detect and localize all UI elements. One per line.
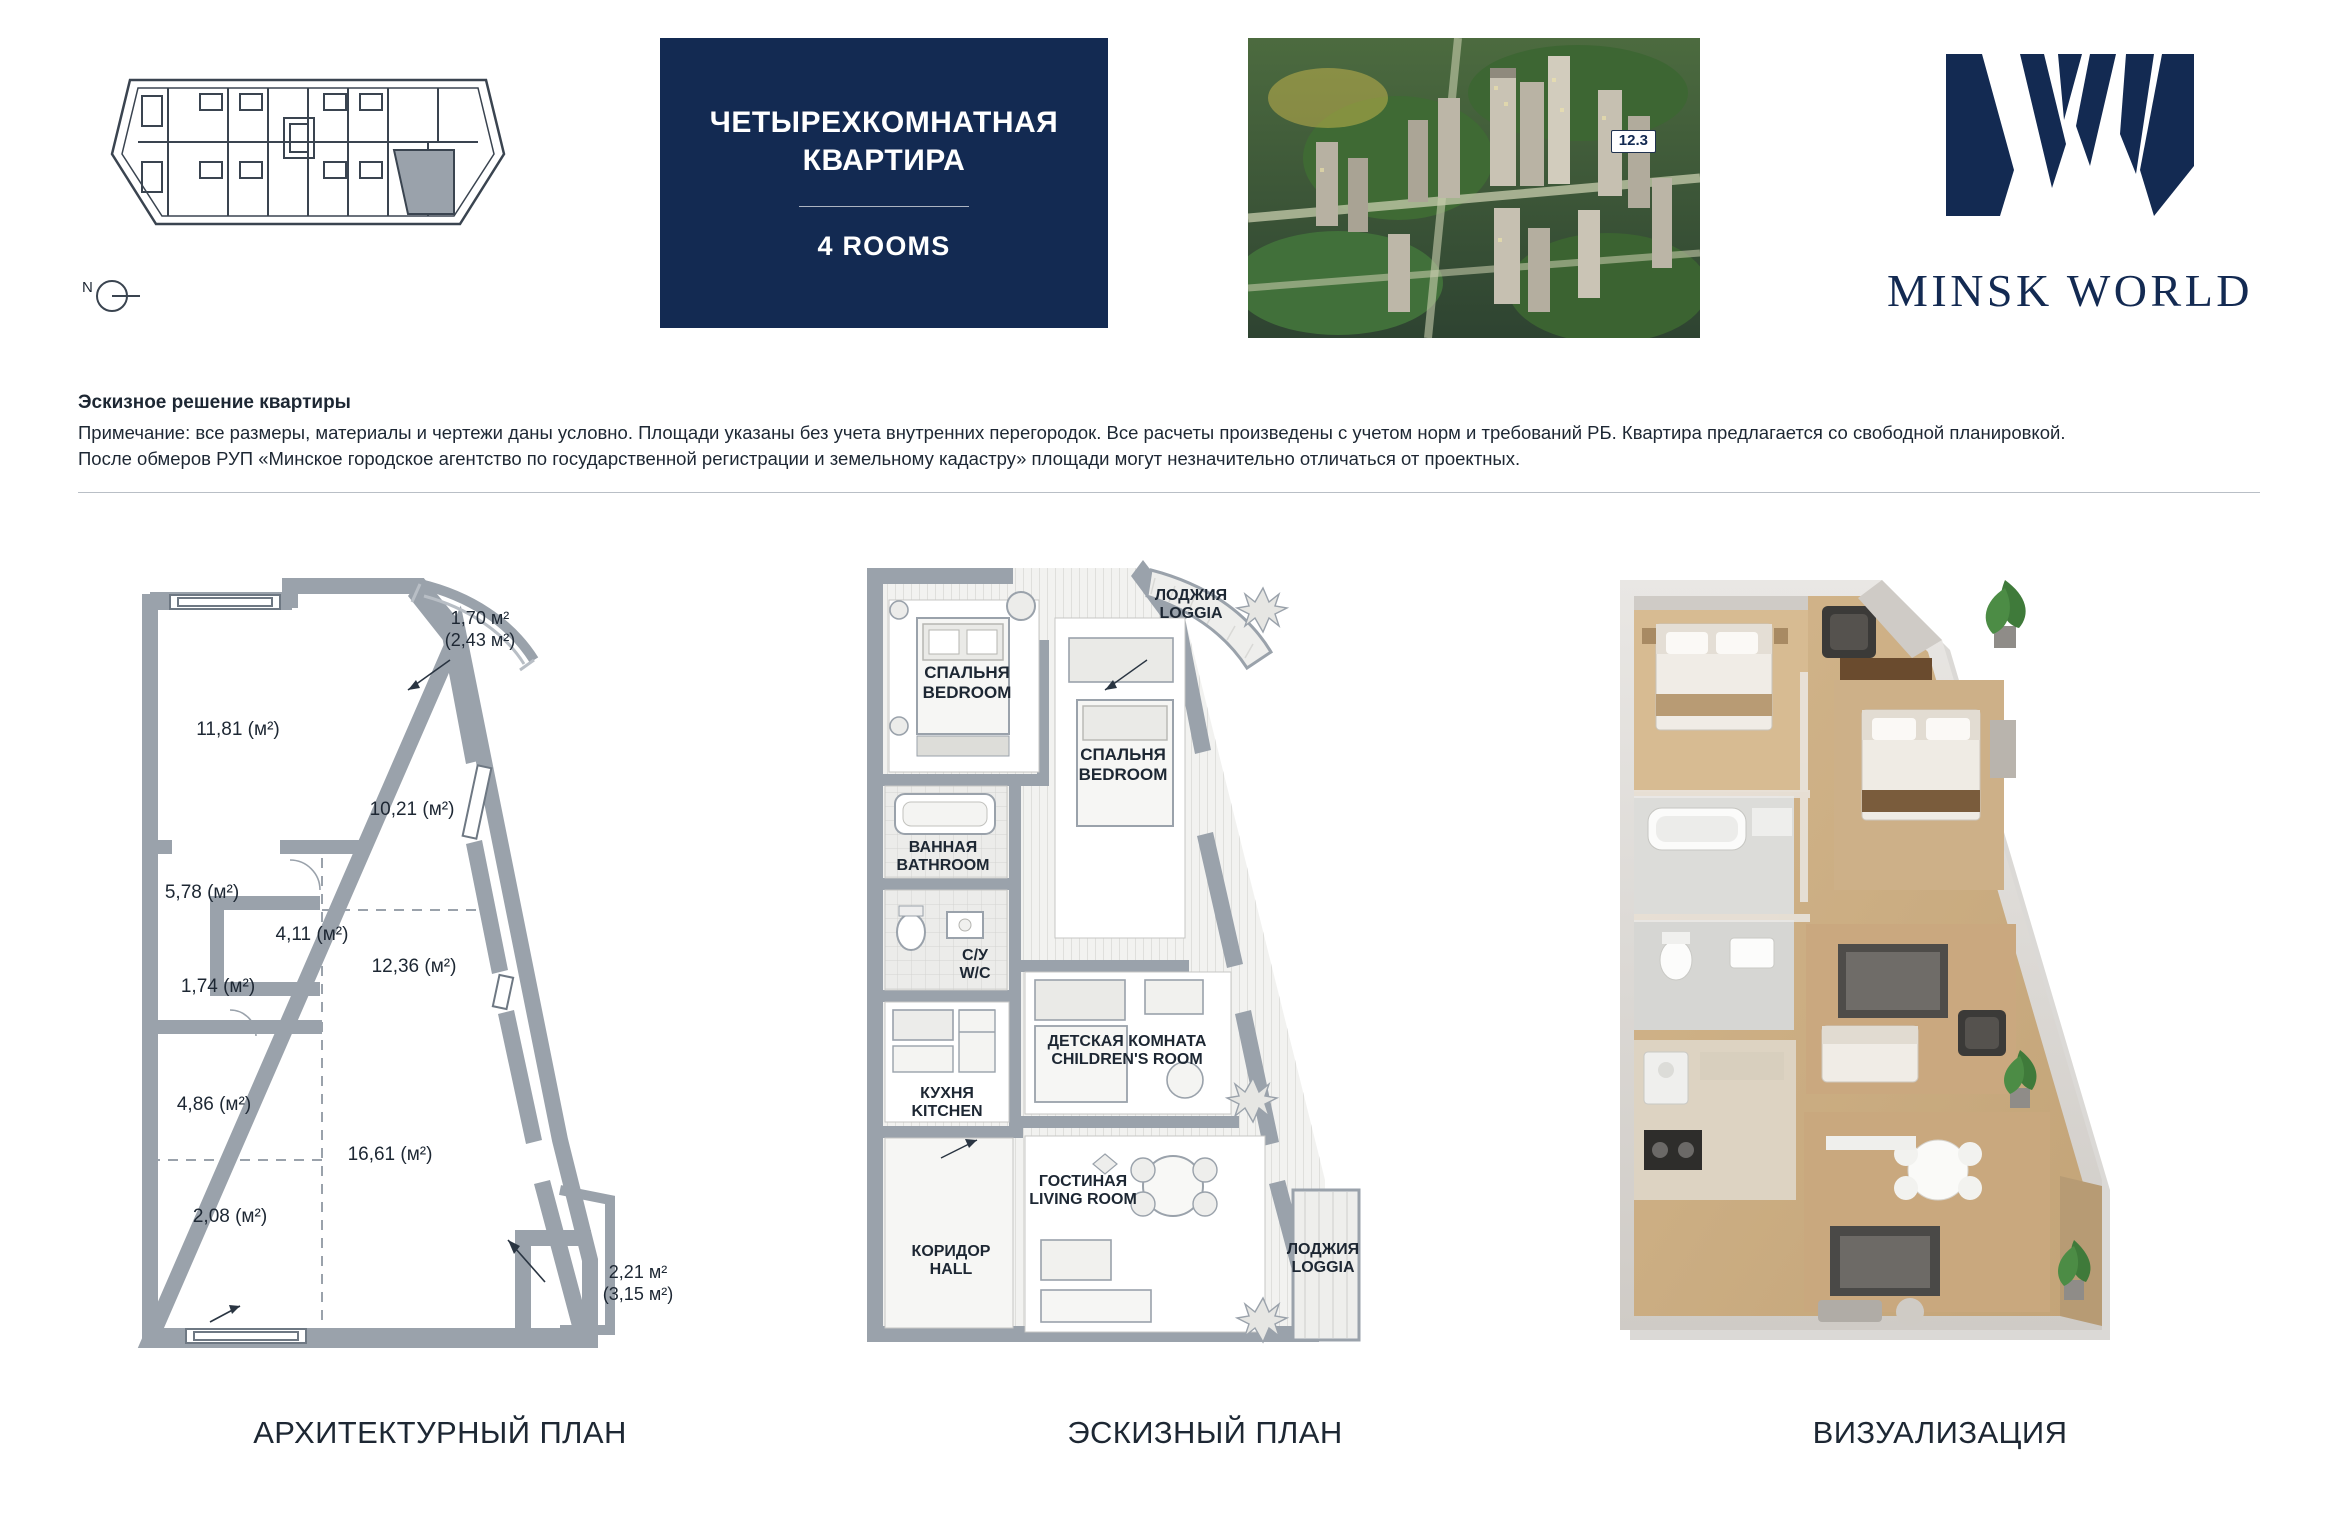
title-ru-line2: КВАРТИРА <box>802 144 966 177</box>
title-en: 4 ROOMS <box>817 230 951 261</box>
caption-visualization: ВИЗУАЛИЗАЦИЯ <box>1812 1415 2068 1450</box>
room-label-ru: КУХНЯ <box>920 1085 974 1102</box>
room-label-en: BEDROOM <box>922 683 1012 702</box>
caption-architectural: АРХИТЕКТУРНЫЙ ПЛАН <box>253 1415 627 1450</box>
balcony-bottom-area-1: 2,21 м² <box>608 1262 668 1282</box>
room-label-ru: С/У <box>962 947 988 964</box>
room-label-ru: ГОСТИНАЯ <box>1038 1173 1128 1190</box>
room-label-ru: КОРИДОР <box>911 1243 991 1260</box>
brand-logo <box>1860 40 2280 330</box>
title-ru-line1: ЧЕТЫРЕХКОМНАТНАЯ <box>709 106 1059 140</box>
area-label: 16,61 (м²) <box>347 1144 433 1165</box>
area-label: 2,08 (м²) <box>192 1206 268 1227</box>
header-divider <box>78 492 2260 493</box>
floor-key-plan <box>108 58 508 238</box>
room-label-en: LIVING ROOM <box>1029 1191 1137 1208</box>
room-label-en: LOGGIA <box>1291 1259 1355 1276</box>
room-label-ru: ЛОДЖИЯ <box>1286 1241 1360 1258</box>
title-divider <box>799 206 969 207</box>
room-label-en: KITCHEN <box>911 1103 983 1120</box>
room-label-ru: СПАЛЬНЯ <box>924 663 1010 682</box>
room-label-ru: ЛОДЖИЯ <box>1154 587 1228 604</box>
room-label-en: LOGGIA <box>1159 605 1223 622</box>
balcony-top-area-1: 1,70 м² <box>450 608 510 628</box>
room-label-en: HALL <box>929 1261 973 1278</box>
disclaimer-line-2: После обмеров РУП «Минское городское агентство по государственной регистрации и земельному кадастру» площади могут незначительно отличаться от проектных. <box>78 448 1521 470</box>
sketch-plan <box>855 540 1555 1375</box>
room-label-en: BATHROOM <box>896 857 990 874</box>
room-label-ru: ВАННАЯ <box>908 839 978 856</box>
area-label: 4,11 (м²) <box>275 924 349 945</box>
compass-icon <box>70 272 160 318</box>
area-label: 1,74 (м²) <box>180 976 256 997</box>
architectural-plan <box>90 540 790 1375</box>
disclaimer-block <box>78 392 2258 473</box>
aerial-badge: 12.3 <box>1611 130 1656 153</box>
sheet-header <box>0 0 2338 360</box>
caption-sketch: ЭСКИЗНЫЙ ПЛАН <box>1067 1415 1343 1450</box>
area-label: 5,78 (м²) <box>164 882 240 903</box>
area-label: 4,86 (м²) <box>176 1094 252 1115</box>
balcony-top-area-2: (2,43 м²) <box>444 630 516 650</box>
balcony-bottom-area-2: (3,15 м²) <box>602 1284 674 1304</box>
title-block <box>660 38 1108 328</box>
disclaimer-line-1: Примечание: все размеры, материалы и чертежи даны условно. Площади указаны без учета внутренних перегородок. Все расчеты произведены с учетом норм и требований РБ. Квартира предлагается со свободной планировкой. <box>78 422 2066 443</box>
room-label-ru: ДЕТСКАЯ КОМНАТА <box>1047 1033 1207 1050</box>
area-label: 12,36 (м²) <box>371 956 457 977</box>
room-label-en: BEDROOM <box>1078 765 1168 784</box>
visualization-render <box>1590 540 2290 1375</box>
room-label-ru: СПАЛЬНЯ <box>1080 745 1166 764</box>
room-label-en: W/C <box>959 965 991 982</box>
area-label: 10,21 (м²) <box>369 799 455 820</box>
brand-wordmark: MINSK WORLD <box>1886 265 2254 316</box>
compass-label: N <box>82 279 93 296</box>
aerial-render-thumbnail <box>1248 38 1700 338</box>
mw-monogram-icon <box>1940 48 2200 228</box>
room-label-en: CHILDREN'S ROOM <box>1051 1051 1203 1068</box>
area-label: 11,81 (м²) <box>196 719 280 740</box>
disclaimer-title: Эскизное решение квартиры <box>78 392 351 413</box>
